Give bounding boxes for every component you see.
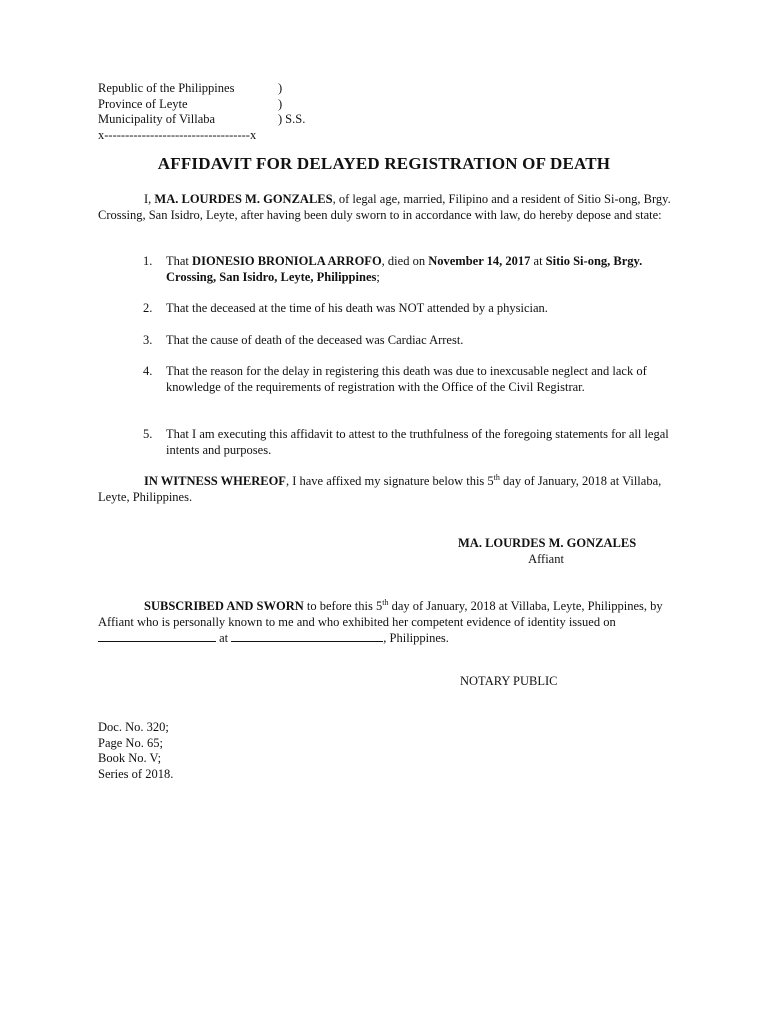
statement-item-1: 1. That DIONESIO BRONIOLA ARROFO, died on November 14, 2017 at Sitio Si-ong, Brgy. Crossing, San Isidro, Leyte, Philippines; <box>143 254 643 284</box>
statement-item-5: 5. That I am executing this affidavit to attest to the truthfulness of the foregoing statements for all legal intents and purposes. <box>143 427 669 457</box>
page-number: Page No. 65; <box>98 735 163 750</box>
venue-separator: x-----------------------------------x <box>98 127 257 142</box>
id-issued-place-blank[interactable] <box>231 630 383 642</box>
venue-line-province: Province of Leyte ) <box>98 96 283 111</box>
death-place: Sitio Si-ong, Brgy. Crossing, San Isidro, Leyte, Philippines <box>166 254 643 284</box>
venue-block <box>98 80 358 143</box>
statement-item-3: 3. That the cause of death of the deceased was Cardiac Arrest. <box>143 333 464 347</box>
signature-name: MA. LOURDES M. GONZALES <box>458 536 637 550</box>
document-title: AFFIDAVIT FOR DELAYED REGISTRATION OF DEATH <box>157 154 611 173</box>
venue-line-republic: Republic of the Philippines ) <box>98 81 283 95</box>
book-number: Book No. V; <box>98 751 162 765</box>
notarial-register-info <box>98 719 173 781</box>
ss-label: S.S. <box>285 112 306 126</box>
jurat-paragraph: SUBSCRIBED AND SWORN to before this 5th day of January, 2018 at Villaba, Leyte, Philippines, by Affiant who is personally known to me and who exhibited her competent evidence of identity issued on at , Philippines. <box>98 597 663 645</box>
notary-public-label: NOTARY PUBLIC <box>460 674 558 688</box>
intro-paragraph: I, MA. LOURDES M. GONZALES, of legal age, married, Filipino and a resident of Sitio Si-ong, Brgy. Crossing, San Isidro, Leyte, after having been duly sworn to in accordance with law, do hereby depose and state: <box>98 192 671 222</box>
death-date: November 14, 2017 <box>428 254 531 268</box>
id-issued-date-blank[interactable] <box>98 630 216 642</box>
statement-item-2: 2. That the deceased at the time of his death was NOT attended by a physician. <box>143 301 548 315</box>
affiant-name-inline: MA. LOURDES M. GONZALES <box>154 192 333 206</box>
venue-line-municipality: Municipality of Villaba ) S.S. <box>98 112 306 126</box>
signature-label: Affiant <box>528 552 564 566</box>
statement-item-4: 4. That the reason for the delay in registering this death was due to inexcusable neglect and lack of knowledge of the requirements of registration with the Office of the Civil Registrar. <box>143 364 647 394</box>
deceased-name: DIONESIO BRONIOLA ARROFO <box>192 254 382 268</box>
series-year: Series of 2018. <box>98 766 174 781</box>
witness-paragraph: IN WITNESS WHEREOF, I have affixed my signature below this 5th day of January, 2018 at Villaba, Leyte, Philippines. <box>98 472 662 504</box>
doc-number: Doc. No. 320; <box>98 720 169 734</box>
